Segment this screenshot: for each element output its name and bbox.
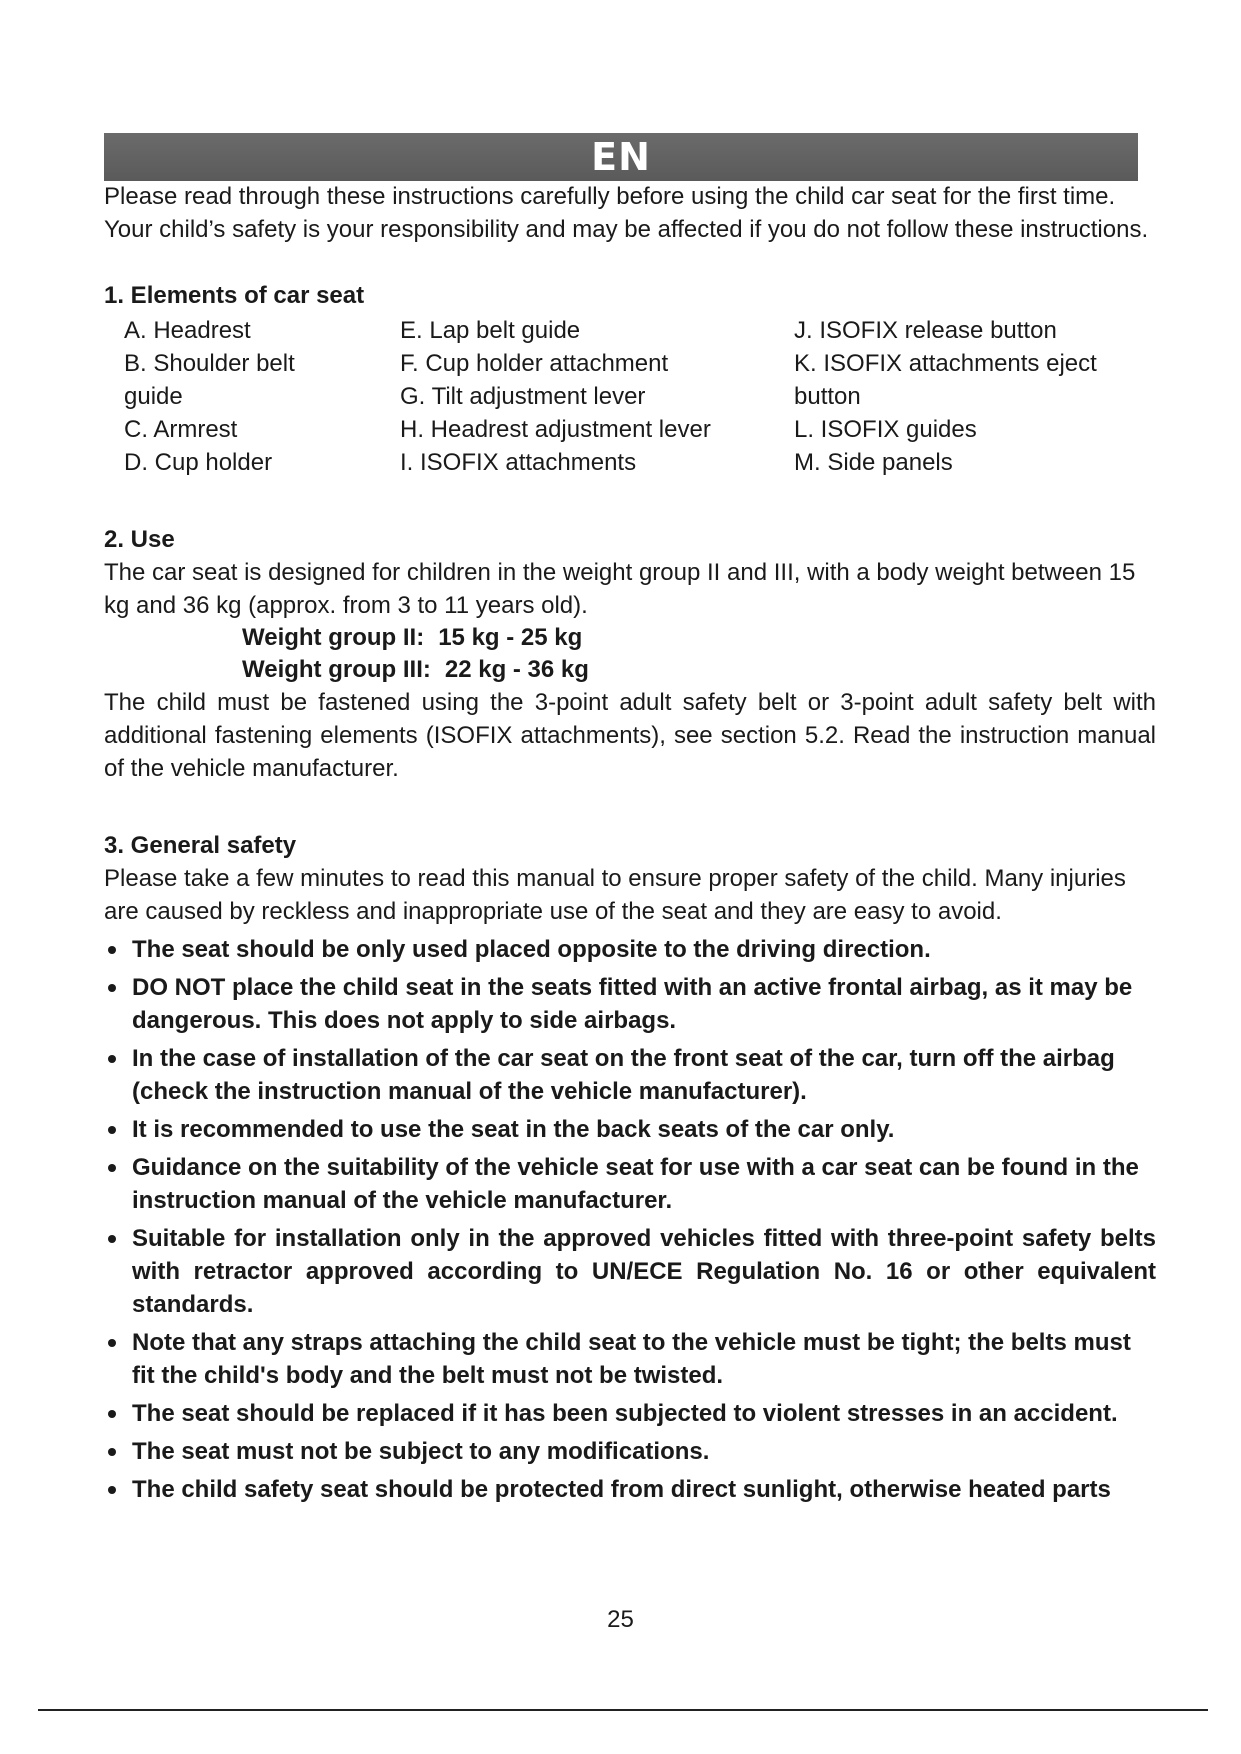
element-item: D. Cup holder bbox=[124, 449, 273, 476]
page-number: 25 bbox=[607, 1606, 634, 1633]
intro-paragraph: Please read through these instructions carefully before using the child car seat for the first time. Your child’s safety is your responsibility and may be affected if you do not follow these instructions. bbox=[104, 183, 1149, 243]
safety-item: Guidance on the suitability of the vehicle seat for use with a car seat can be found in the instruction manual of the vehicle manufacturer. bbox=[104, 1151, 1156, 1217]
use-heading: 2. Use bbox=[104, 526, 175, 553]
weight-group-range: 15 kg - 25 kg bbox=[438, 624, 583, 651]
element-item: guide bbox=[124, 383, 183, 410]
element-item: H. Headrest adjustment lever bbox=[400, 416, 711, 443]
weight-group-row bbox=[104, 622, 1156, 654]
safety-item: The seat should be only used placed opposite to the driving direction. bbox=[104, 933, 1156, 966]
elements-column bbox=[124, 314, 400, 479]
safety-item: It is recommended to use the seat in the back seats of the car only. bbox=[104, 1113, 1156, 1146]
element-item: B. Shoulder belt bbox=[124, 350, 295, 377]
safety-item: The seat must not be subject to any modifications. bbox=[104, 1435, 1156, 1468]
elements-column bbox=[400, 314, 794, 479]
weight-group-label: Weight group III: bbox=[242, 656, 431, 683]
weight-group-row bbox=[104, 654, 1156, 686]
element-item: F. Cup holder attachment bbox=[400, 350, 669, 377]
element-item: A. Headrest bbox=[124, 317, 251, 344]
safety-item: Suitable for installation only in the approved vehicles fitted with three-point safety belts with retractor approved according to UN/ECE Regulation No. 16 or other equivalent standards. bbox=[104, 1222, 1156, 1321]
language-banner bbox=[104, 133, 1138, 181]
element-item: M. Side panels bbox=[794, 449, 953, 476]
use-fastening-paragraph: The child must be fastened using the 3-point adult safety belt or 3-point adult safety belt with additional fastening elements (ISOFIX attachments), see section 5.2. Read the instruction manual of the vehicle manufacturer. bbox=[104, 689, 1156, 782]
safety-heading: 3. General safety bbox=[104, 832, 297, 859]
footer-divider bbox=[38, 1709, 1208, 1711]
page-content bbox=[104, 180, 1156, 1506]
section-spacer bbox=[104, 785, 1156, 829]
safety-item: In the case of installation of the car seat on the front seat of the car, turn off the airbag (check the instruction manual of the vehicle manufacturer). bbox=[104, 1042, 1156, 1108]
element-item: C. Armrest bbox=[124, 416, 238, 443]
weight-group-label: Weight group II: bbox=[242, 624, 425, 651]
element-item: G. Tilt adjustment lever bbox=[400, 383, 646, 410]
safety-item: The seat should be replaced if it has been subjected to violent stresses in an accident. bbox=[104, 1397, 1156, 1430]
elements-column bbox=[794, 314, 1154, 479]
safety-list bbox=[104, 933, 1156, 1506]
safety-item: The child safety seat should be protected from direct sunlight, otherwise heated parts bbox=[104, 1473, 1156, 1506]
element-item: J. ISOFIX release button bbox=[794, 317, 1057, 344]
safety-intro: Please take a few minutes to read this manual to ensure proper safety of the child. Many injuries are caused by reckless and inappropriate use of the seat and they are easy to avoid. bbox=[104, 865, 1126, 925]
section-spacer bbox=[104, 479, 1156, 523]
element-item: K. ISOFIX attachments eject bbox=[794, 350, 1097, 377]
element-item: button bbox=[794, 383, 861, 410]
safety-item: DO NOT place the child seat in the seats fitted with an active frontal airbag, as it may be dangerous. This does not apply to side airbags. bbox=[104, 971, 1156, 1037]
elements-list bbox=[104, 314, 1156, 479]
element-item: E. Lap belt guide bbox=[400, 317, 581, 344]
language-code: EN bbox=[591, 135, 651, 179]
weight-group-range: 22 kg - 36 kg bbox=[444, 656, 589, 683]
element-item: I. ISOFIX attachments bbox=[400, 449, 637, 476]
safety-item: Note that any straps attaching the child seat to the vehicle must be tight; the belts must fit the child's body and the belt must not be twisted. bbox=[104, 1326, 1156, 1392]
element-item: L. ISOFIX guides bbox=[794, 416, 977, 443]
elements-heading: 1. Elements of car seat bbox=[104, 282, 365, 309]
use-paragraph: The car seat is designed for children in the weight group II and III, with a body weight between 15 kg and 36 kg (approx. from 3 to 11 years old). bbox=[104, 559, 1136, 619]
